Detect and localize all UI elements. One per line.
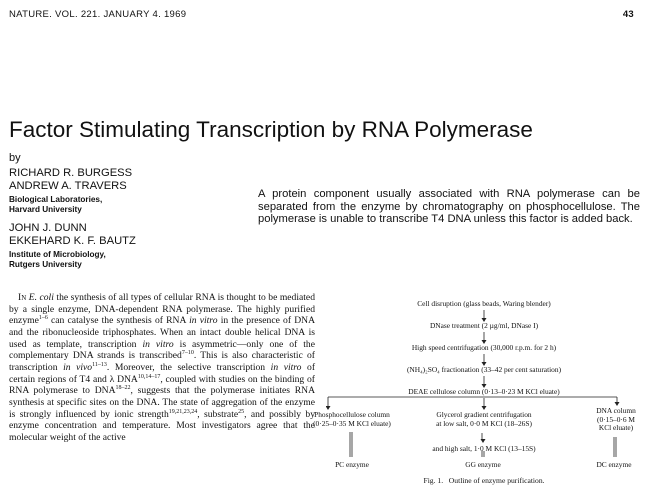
- branch-line: DNA column: [596, 406, 636, 415]
- body-text: [9, 292, 315, 444]
- flow-step: Cell disruption (glass beads, Waring blender): [417, 299, 551, 308]
- figure-flowchart: [313, 290, 642, 494]
- branch-line: Phosphocellulose column: [314, 410, 390, 419]
- body-paragraph: [9, 292, 315, 444]
- affiliation-line: Institute of Microbiology,: [9, 250, 106, 259]
- flow-branch-right: [588, 407, 644, 433]
- author-name: JOHN J. DUNN: [9, 222, 87, 234]
- branch-line: (0·25–0·35 M KCl eluate): [313, 418, 391, 428]
- italic-term: in vitro: [270, 361, 302, 373]
- affiliation-line: Biological Laboratories,: [9, 195, 103, 204]
- flow-step: DEAE cellulose column (0·13–0·23 M KCl eluate): [408, 387, 560, 396]
- figure-caption: [326, 476, 642, 485]
- author-affiliation: [9, 250, 209, 270]
- flow-step: (NH₄)₂SO₄ fractionation (33–42 per cent saturation): [406, 365, 562, 374]
- branch-line: at low salt, 0·0 M KCl (18–26S): [436, 418, 532, 428]
- page-number: 43: [622, 9, 634, 20]
- flow-branch-mid: [426, 411, 542, 428]
- italic-term: in vivo: [63, 361, 93, 373]
- flow-branch-left: [304, 411, 400, 428]
- italic-term: E. coli: [28, 292, 54, 303]
- citation-ref: 19,21,23,24: [168, 408, 198, 415]
- article-title: Factor Stimulating Transcription by RNA Polymerase: [9, 117, 533, 142]
- affiliation-line: Harvard University: [9, 205, 82, 214]
- product-label: PC enzyme: [335, 460, 369, 469]
- caption-label: Fig. 1.: [423, 476, 444, 485]
- citation-ref: 1–6: [38, 315, 48, 322]
- abstract: A protein component usually associated with RNA polymerase can be separated from the enzyme by chromatography on phosphocellulose. The polymerase is unable to transcribe T4 DNA unless this factor is added back.: [258, 188, 640, 225]
- body-paragraph-text: E. coli the synthesis of all types of cellular RNA is thought to be mediated by a single enzyme, DNA-dependent RNA polymerase. The highly purified enzyme$^{1-6}$ can catalyse the synthesis of RNA in vitro in the presence of DNA and the ribonucleoside triphosphates. When an intact double helical DNA is used as template, transcription in vitro is asymmetric—only one of the complementary DNA strands is transcribed$^{7-10}$. This is also characteristic of transcription in vivo$^{11-13}$. Moreover, the selective transcription in vitro of certain regions of T4 and λ DNA$^{10,14-17}$, coupled with studies on the binding of RNA polymerase to DNA$^{18-22}$, suggests that the polymerase initiates RNA synthesis at specific sites on the DNA. The state of aggregation of the enzyme is strongly influenced by ionic strength$^{19,21,23,24}$, substrate$^{25}$, and possibly by enzyme concentration and temperature. Most investigators agree that the molecular weight of the active: [9, 292, 316, 443]
- branch-line: (0·15–0·6 M: [597, 414, 635, 424]
- italic-term: in vitro: [189, 315, 218, 327]
- author-name: ANDREW A. TRAVERS: [9, 180, 127, 192]
- affiliation-line: Rutgers University: [9, 260, 82, 269]
- caption-text: Outline of enzyme purification.: [448, 476, 545, 485]
- branch-line: KCl eluate): [598, 423, 634, 433]
- journal-header: NATURE. VOL. 221. JANUARY 4. 1969: [9, 9, 187, 20]
- italic-term: in vitro: [142, 338, 174, 350]
- flow-step: High speed centrifugation (30,000 r.p.m. for 2 h): [411, 343, 557, 352]
- author-name: RICHARD R. BURGESS: [9, 167, 133, 179]
- product-label: GG enzyme: [465, 460, 501, 469]
- flow-step: and high salt, 1·0 M KCl (13–15S): [432, 444, 536, 453]
- citation-ref: 10,14–17: [137, 373, 161, 380]
- citation-ref: 25: [238, 408, 245, 415]
- author-name: EKKEHARD K. F. BAUTZ: [9, 235, 136, 247]
- flow-step: DNase treatment (2 µg/ml, DNase I): [429, 321, 539, 330]
- author-affiliation: [9, 195, 209, 215]
- drop-lead: In: [18, 292, 27, 303]
- product-label: DC enzyme: [596, 460, 632, 469]
- citation-ref: 7–10: [181, 350, 194, 357]
- branch-line: Glycerol gradient centrifugation: [436, 410, 532, 419]
- byline: by: [9, 152, 21, 164]
- citation-ref: 11–13: [92, 361, 107, 368]
- citation-ref: 18–22: [115, 385, 131, 392]
- author-block: [9, 153, 209, 270]
